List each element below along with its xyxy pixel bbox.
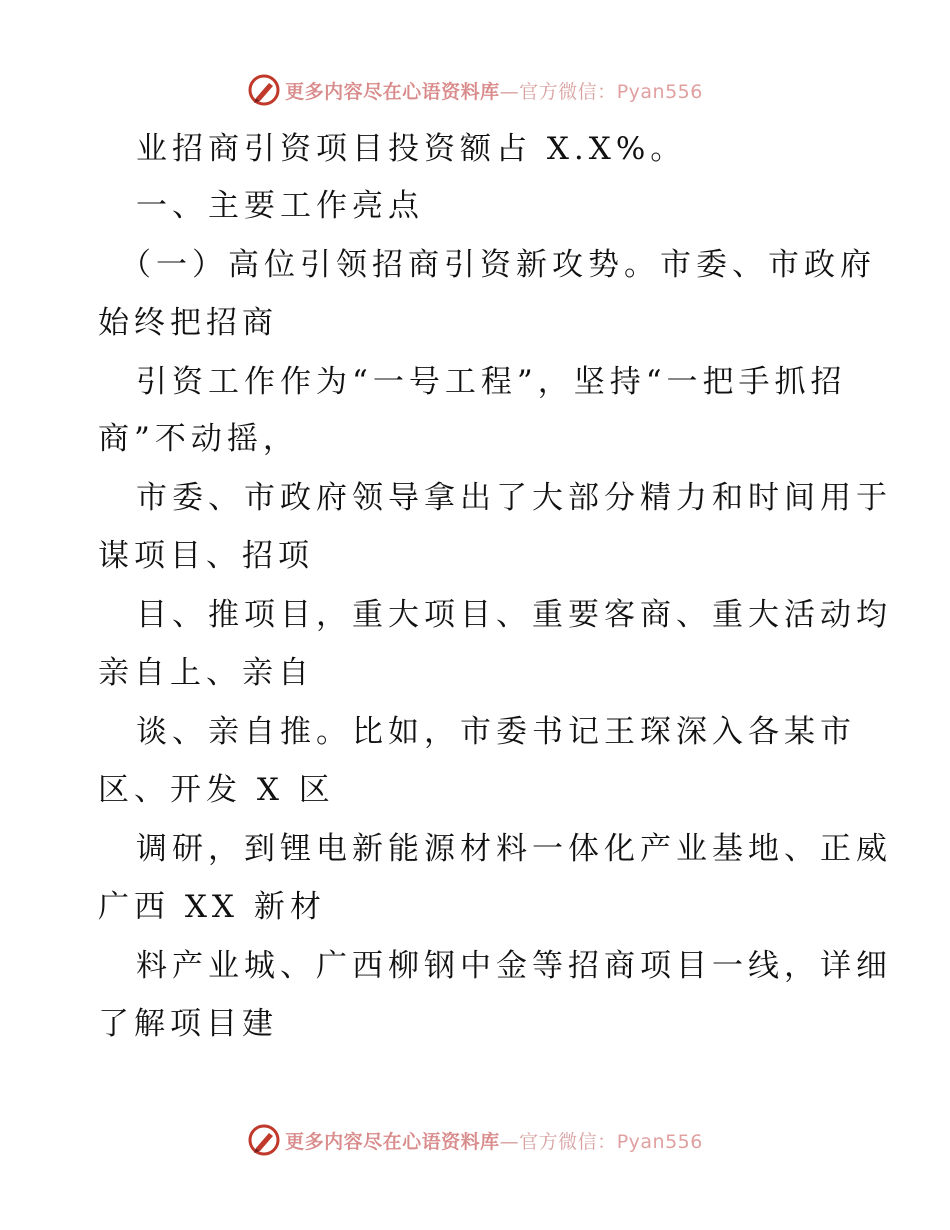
text-line: 目、推项目，重大项目、重要客商、重大活动均 [136,597,892,633]
text-line: 料产业城、广西柳钢中金等招商项目一线，详细 [136,948,892,984]
text-line: 市委、市政府领导拿出了大部分精力和时间用于 [136,480,892,516]
section-heading: 一、主要工作亮点 [136,188,424,224]
watermark-wechat-label: 官方微信： [519,80,617,103]
watermark-separator: — [499,1130,520,1153]
watermark-main: 更多内容尽在心语资料库 [285,80,500,103]
text-line: 区、开发 X 区 [98,772,335,808]
pen-logo-icon [247,1123,281,1157]
watermark-wechat-label: 官方微信： [519,1130,617,1153]
text-line: 谋项目、招项 [98,538,314,574]
text-line: 始终把招商 [98,305,278,341]
watermark-footer [0,1120,950,1160]
text-line: 引资工作作为“一号工程”，坚持“一把手抓招 [136,364,847,400]
watermark-separator: — [499,80,520,103]
text-line: 调研，到锂电新能源材料一体化产业基地、正威 [136,831,892,867]
subsection-heading: （一）高位引领招商引资新攻势。市委、市政府 [120,247,876,283]
text-line: 商”不动摇， [98,421,299,457]
text-line: 业招商引资项目投资额占 X.X%。 [136,131,687,167]
watermark-wechat-id: Pyan556 [616,1130,703,1153]
text-line: 亲自上、亲自 [98,655,314,691]
text-line: 了解项目建 [98,1006,278,1042]
watermark-wechat-id: Pyan556 [616,80,703,103]
watermark-main: 更多内容尽在心语资料库 [285,1130,500,1153]
watermark-text [285,1127,703,1154]
text-line: 谈、亲自推。比如，市委书记王琛深入各某市 [136,714,856,750]
text-line: 广西 XX 新材 [98,889,326,925]
